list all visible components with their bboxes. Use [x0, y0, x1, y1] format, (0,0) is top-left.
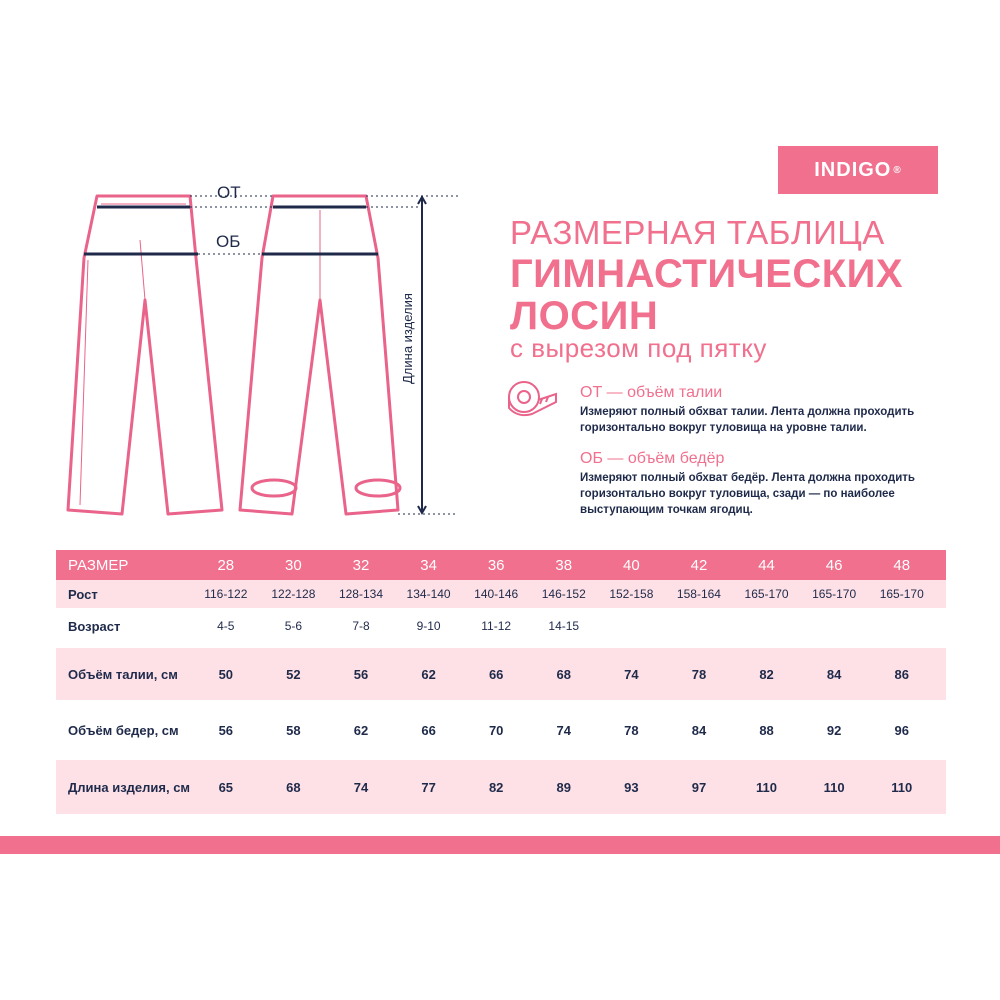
table-cell: 152-158 — [609, 587, 654, 601]
waist-definition-text: Измеряют полный обхват талии. Лента должна проходить горизонтально вокруг туловища на уровне талии. — [580, 406, 915, 434]
length-label: Длина изделия — [400, 293, 415, 384]
brand-logo: INDIGO ® — [778, 146, 938, 194]
table-cell: 5-6 — [284, 619, 303, 633]
table-cell: 56 — [218, 722, 234, 738]
table-cell: 165-170 — [744, 587, 789, 601]
size-header-cell: 46 — [825, 556, 843, 574]
table-cell: 82 — [488, 779, 504, 795]
waist-definition-title: ОТ — объём талии — [580, 384, 723, 401]
table-cell: 110 — [756, 779, 778, 795]
table-cell: 74 — [624, 666, 639, 682]
table-cell: 84 — [691, 722, 707, 738]
table-cell: 9-10 — [416, 619, 441, 633]
table-cell: 128-134 — [338, 587, 383, 601]
table-cell: 68 — [556, 666, 571, 682]
table-cell: 92 — [826, 722, 842, 738]
table-cell: 165-170 — [879, 587, 924, 601]
table-cell: 110 — [891, 779, 913, 795]
bottom-accent-band — [0, 836, 1000, 854]
table-cell: 50 — [218, 666, 234, 682]
table-cell: 66 — [421, 722, 436, 738]
table-cell: 68 — [286, 779, 301, 795]
title-subtitle: с вырезом под пятку — [510, 333, 767, 363]
table-cell: 110 — [823, 779, 845, 795]
row-label: Возраст — [68, 618, 121, 634]
table-cell: 77 — [421, 779, 436, 795]
table-cell: 88 — [759, 722, 774, 738]
title-line-1: РАЗМЕРНАЯ ТАБЛИЦА — [510, 214, 885, 251]
size-header-cell: 48 — [893, 556, 911, 574]
table-row-age — [56, 610, 946, 642]
table-cell: 52 — [286, 666, 301, 682]
waist-label: ОТ — [217, 183, 241, 202]
size-header-cell: 38 — [555, 556, 573, 574]
table-cell: 86 — [894, 666, 909, 682]
table-row-hips — [56, 704, 946, 756]
table-cell: 66 — [488, 666, 504, 682]
size-header-cell: 40 — [623, 556, 640, 574]
leggings-back — [240, 196, 400, 514]
size-header-label: РАЗМЕР — [68, 556, 129, 574]
row-label: Длина изделия, см — [68, 779, 191, 795]
row-label: Рост — [68, 586, 98, 602]
size-header-cell: 44 — [758, 556, 775, 574]
table-cell: 116-122 — [204, 587, 248, 601]
title-line-2: ГИМНАСТИЧЕСКИХ — [510, 252, 904, 296]
table-cell: 62 — [421, 666, 436, 682]
hip-definition-title: ОБ — объём бедёр — [580, 450, 725, 467]
table-cell: 134-140 — [406, 587, 451, 601]
table-cell: 14-15 — [548, 619, 580, 633]
table-cell: 97 — [691, 779, 707, 795]
table-cell: 84 — [826, 666, 842, 682]
table-cell: 78 — [691, 666, 707, 682]
table-cell: 78 — [624, 722, 639, 738]
table-cell: 122-128 — [271, 587, 316, 601]
row-label: Объём бедер, см — [68, 722, 179, 738]
size-header-cell: 30 — [285, 556, 302, 574]
table-cell: 89 — [556, 779, 571, 795]
table-row-waist — [56, 648, 946, 700]
table-cell: 74 — [556, 722, 571, 738]
table-cell: 56 — [353, 666, 369, 682]
hip-definition-text: Измеряют полный обхват бедёр. Лента должна проходить горизонтально вокруг туловища, сзади — по наиболее выступающим точкам ягодиц. — [580, 472, 915, 516]
table-cell: 65 — [218, 779, 234, 795]
measuring-tape-icon — [509, 382, 556, 415]
table-cell: 140-146 — [474, 587, 519, 601]
size-header-cell: 36 — [487, 556, 505, 574]
hip-label: ОБ — [216, 232, 241, 251]
table-row-height — [56, 580, 946, 608]
table-cell: 146-152 — [541, 587, 586, 601]
table-cell: 96 — [894, 722, 909, 738]
table-cell: 4-5 — [217, 619, 235, 633]
table-row-length — [56, 760, 946, 814]
table-cell: 158-164 — [676, 587, 721, 601]
size-header-cell: 32 — [352, 556, 370, 574]
table-cell: 62 — [353, 722, 369, 738]
leggings-front — [68, 196, 222, 514]
row-label: Объём талии, см — [68, 666, 178, 682]
brand-logo-text: INDIGO — [814, 158, 892, 181]
table-cell: 74 — [353, 779, 369, 795]
size-header-cell: 28 — [217, 556, 235, 574]
size-table — [56, 550, 946, 814]
size-header-cell: 42 — [690, 556, 708, 574]
size-header-cell: 34 — [420, 556, 437, 574]
table-cell: 82 — [759, 666, 774, 682]
table-cell: 7-8 — [352, 619, 370, 633]
table-cell: 165-170 — [812, 587, 857, 601]
table-cell: 11-12 — [481, 619, 512, 633]
title-line-3: ЛОСИН — [510, 294, 659, 338]
table-header-row — [56, 550, 946, 580]
table-cell: 70 — [488, 722, 504, 738]
table-cell: 93 — [624, 779, 639, 795]
table-cell: 58 — [286, 722, 301, 738]
